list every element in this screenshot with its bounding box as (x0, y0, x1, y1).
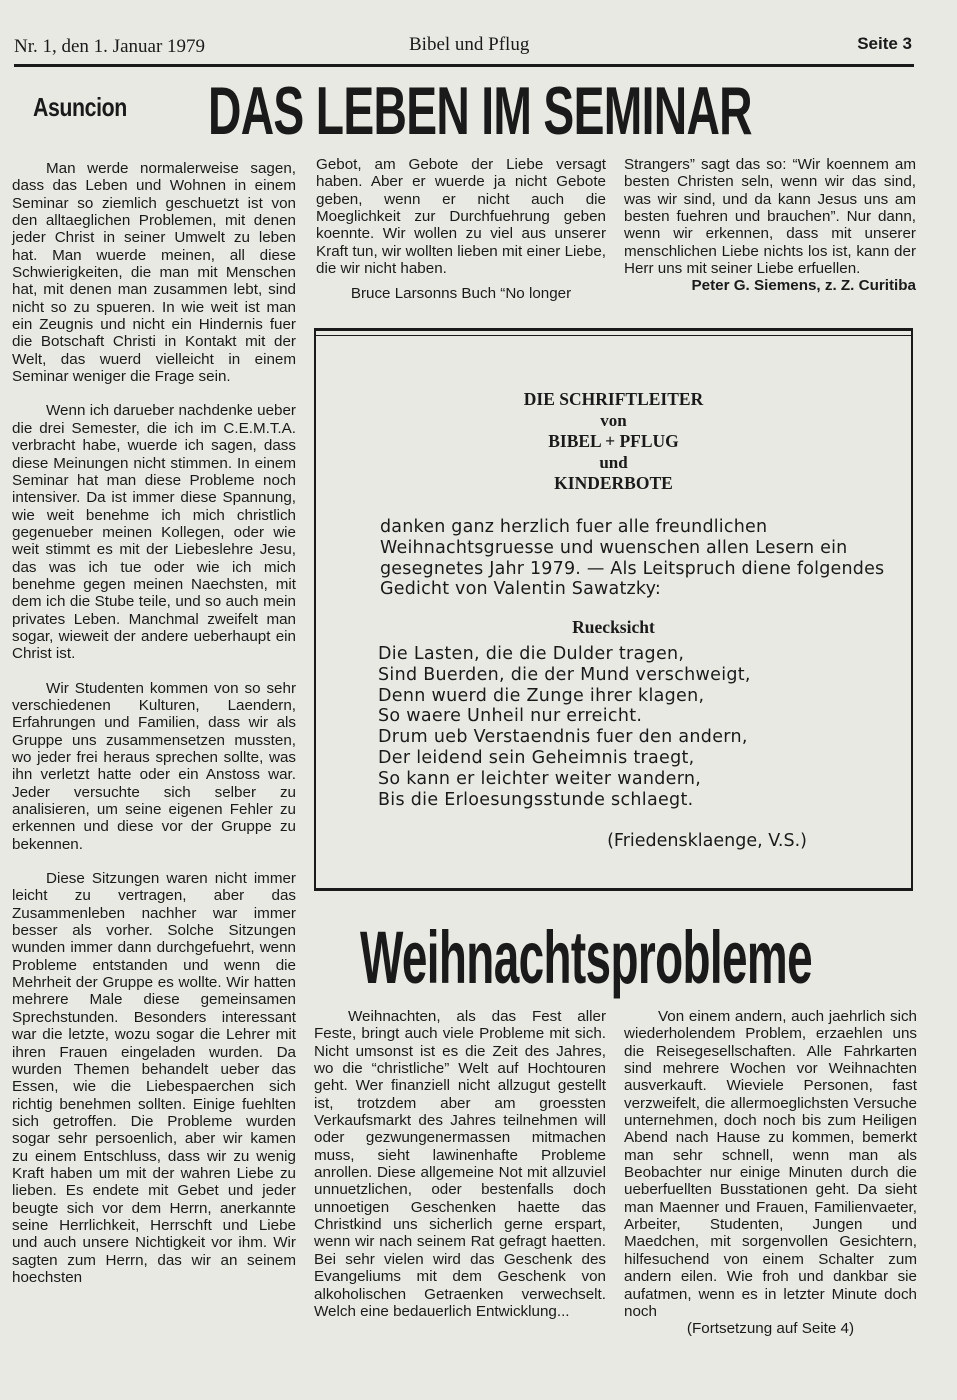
poem-line: Sind Buerden, die der Mund verschweigt, (378, 664, 751, 685)
article2-column-2 (624, 1008, 917, 1338)
article-headline: DAS LEBEN IM SEMINAR (208, 73, 752, 149)
notice-text: danken ganz herzlich fuer alle freundlichen Weihnachtsgruesse und wuenschen allen Lesern ein gesegnetes Jahr 1979. — Als Leitspruch diene folgendes Gedicht von Valentin Sawatzky: (380, 517, 885, 600)
poem (378, 644, 898, 810)
notice-masthead (316, 389, 911, 494)
issue-date: Nr. 1, den 1. Januar 1979 (14, 36, 206, 57)
poem-line: Drum ueb Verstaendnis fuer den andern, (378, 727, 748, 748)
editors-notice-box (314, 328, 913, 891)
article-column-2 (316, 156, 606, 303)
paragraph: Diese Sitzungen waren nicht immer leicht zu vertragen, aber das Zusammenleben nachher war immer besser als vorher. Solche Sitzungen wunden immer dann durchgefuehrt, wenn Probleme entstanden und wenn die Mehrheit der Gruppe es wollte. Wir hatten mehrere Male diese gemeinsamen Sprechstunden. Besonders interessant war die letzte, wozu sogar die Lehrer mit ihren Frauen eingeladen wurden. Da wurden Themen behandelt ueber das Essen, wie die Liebespaerchen sich richtig benehmen sollten. Einige fuehlten sich getroffen. Die Probleme wurden sogar sehr persoenlich, aber wir kamen zu einem Entschluss, dass wir zu wenig Kraft haben um mit der wahren Liebe zu lieben. Es endete mit Gebet und jeder beugte sich vor dem Herrn, anerkannte seine Herrlichkeit, Herrschft und Liebe und auch unsere Nichtigkeit vor ihm. Wir sagten zum Herrn, das wir an seinem hoechsten (12, 870, 296, 1286)
paragraph: Man werde normalerweise sagen, dass das Leben und Wohnen in einem Seminar so ziemlich geschuetzt ist von den alltaeglichen Problemen, mit denen jeder Christ in seiner Umwelt zu leben hat. Man wuerde meinen, all diese Schwierigkeiten, die man mit Menschen hat, mit denen man zusammen lebt, sind nicht so zu spueren. In wie weit ist man ein Zeugnis und nicht ein Hindernis fuer die Botschaft Christi in Kontakt mit der Welt, das wuerd vielleicht in einem Seminar weniger die Frage sein. (12, 160, 296, 386)
poem-line: So kann er leichter weiter wandern, (378, 768, 702, 789)
poem-title: Ruecksicht (572, 617, 655, 637)
book-reference: Bruce Larsonns Buch “No longer (350, 285, 572, 303)
paragraph: Wenn ich darueber nachdenke ueber die drei Semester, die ich im C.E.M.T.A. verbracht habe, wuerde ich sagen, dass diese Meinungen nicht stimmen. In einem Seminar hat man diese Probleme noch intensiver. Da ist immer diese Spannung, wie weit benehme ich mich christlich gegenueber meinen Kollegen, oder wie weit stimmt es mit der Liebeslehre Jesu, das was ich tue oder wie ich mich benehme gegen meinen Naechsten, mit dem ich die Stube teile, und so auch mein privates Leben. Manchmal zweifelt man sogar, wieweit der andere ueberhaupt ein Christ ist. (12, 402, 296, 663)
notice-line: DIE SCHRIFTLEITER (523, 389, 704, 409)
page-number: Seite 3 (857, 34, 912, 53)
notice-line: von (600, 411, 627, 430)
poem-line: Bis die Erloesungsstunde schlaegt. (378, 789, 694, 810)
paragraph: Von einem andern, auch jaehrlich sich wiederholendem Problem, erzaehlen uns die Reisegesellschaften. Alle Fahrkarten sind mehrere Wochen vor Weihnachten ausverkauft. Wieviele Personen, fast verzweifelt, die allermoeglichsten Versuche unternehmen, doch noch bis zum Heiligen Abend nach Hause zu kommen, bemerkt man sehr schnell, wenn man als Beobachter nur einige Minuten durch die ueberfuellten Busstationen geht. Da sieht man Maenner und Frauen, Familienvaeter, Arbeiter, Studenten, Jungen und Maedchen, mit sorgenvollen Gesichtern, hilfesuchend von einem Schalter zum andern eilen. Wie froh und dankbar sie aufatmen, wenn es in letzter Minute doch noch (624, 1008, 917, 1320)
poem-line: So waere Unheil nur erreicht. (378, 706, 643, 727)
poem-line: Der leidend sein Geheimnis traegt, (378, 747, 695, 768)
article2-headline: Weihnachtsprobleme (360, 916, 812, 999)
article-column-3 (624, 156, 916, 295)
continuation-note: (Fortsetzung auf Seite 4) (686, 1320, 855, 1338)
notice-line: BIBEL + PFLUG (548, 431, 679, 451)
poem-source: (Friedensklaenge, V.S.) (607, 831, 807, 851)
divider (316, 335, 911, 336)
newspaper-title: Bibel und Pflug (409, 34, 530, 55)
notice-line: KINDERBOTE (554, 473, 673, 493)
article2-column-1 (314, 1008, 606, 1320)
paragraph: Weihnachten, als das Fest aller Feste, bringt auch viele Probleme mit sich. Nicht umsonst ist es die Zeit des Jahres, wo die “christliche” Welt auf Hochtouren geht. Wer finanziell nicht allzugut gestellt ist, trotzdem aber am groessten Verkaufsmarkt des Jahres teilnehmen will oder gezwungenermassen mitmachen muss, sieht lawinenhafte Probleme anrollen. Diese allgemeine Not mit allzuviel unnuetzlichen, oder bestenfalls doch unnoetigen Geschenken haette das Christkind uns sicherlich gerne erspart, wenn wir nach seinem Rat gefragt haetten. Bei sehr vielen wird das Geschenk des Evangeliums mit dem Geschenk von alkoholischen Getraenken verwechselt. Welch eine bedauerlich Entwicklung... (314, 1008, 606, 1320)
poem-line: Die Lasten, die die Dulder tragen, (378, 644, 685, 664)
page-header (14, 30, 914, 67)
article-location: Asuncion (33, 92, 127, 122)
notice-line: und (599, 453, 628, 472)
paragraph: Gebot, am Gebote der Liebe versagt haben. Aber er wuerde ja nicht Gebote geben, wenn er nicht auch die Moeglichkeit zur Durchfuehrung geben koennte. Wir wollen zu viel aus unserer Kraft tun, wir wollten lieben mit einer Liebe, die wir nicht haben. (316, 156, 606, 278)
author-signature: Peter G. Siemens, z. Z. Curitiba (691, 277, 916, 295)
article-column-1 (12, 160, 296, 1286)
paragraph: Wir Studenten kommen von so sehr verschiedenen Kulturen, Laendern, Erfahrungen und Familien, dass wir als Gruppe uns zusammensetzen mussten, wo jeder frei heraus sprechen sollte, was ihn verletzt hatte oder ein Anstoss war. Jeder versuchte sich selber zu analisieren, um seine eigenen Fehler zu erkennen und diese vor der Gruppe zu bekennen. (12, 679, 296, 853)
poem-line: Denn wuerd die Zunge ihrer klagen, (378, 685, 705, 706)
paragraph: Strangers” sagt das so: “Wir koennem am besten Christen seln, wenn wir das sind, was wir sind, und da kann Jesus uns am besten fuehren und brauchen”. Nur dann, wenn wir erkennen, dass mit unserer menschlichen Liebe nichts los ist, kann der Herr uns mit seiner Liebe erfuellen. (624, 156, 916, 278)
